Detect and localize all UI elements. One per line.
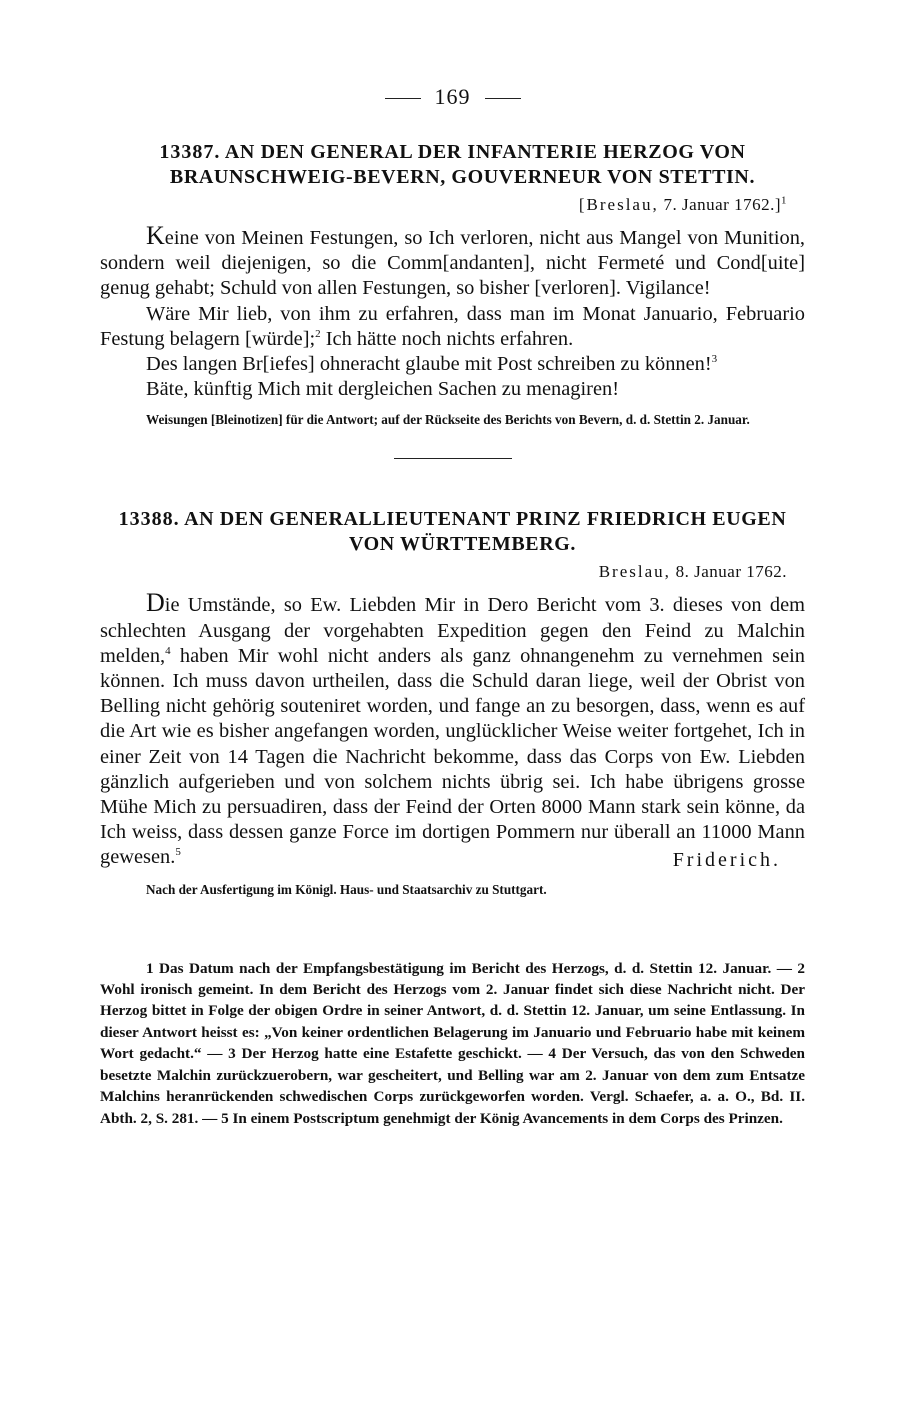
footnotes-text: 1 Das Datum nach der Empfangsbestätigung im Bericht des Herzogs, d. d. Stettin 12. Januar. — 2 Wohl ironisch gemeint. In dem Bericht des Herzogs vom 2. Januar findet sich diese Nachricht nicht. Der Herzog bittet in Folge der obigen Ordre in seiner Antwort, d. d. Stettin 12. Januar, um seine Entlassung. In dieser Antwort heisst es: „Von keiner ordentlichen Belagerung im Januario und Februario habe mit keinem Wort gedacht.“ — 3 Der Herzog hatte eine Estafette geschickt. — 4 Der Versuch, das von den Schweden besetzte Malchin zurückzuerobern, war gescheitert, und Belling war am 2. Januar von dem zum Entsatze Malchins heranrückenden schwedischen Corps zurückgeworfen worden. Vergl. Schaefer, a. a. O., Bd. II. Abth. 2, S. 281. — 5 In einem Postscriptum genehmigt der König Avancements in dem Corps des Prinzen.: [100, 959, 805, 1127]
footnote-ref: 5: [175, 846, 181, 859]
paragraph-text: eine von Meinen Festungen, so Ich verloren, nicht aus Mangel von Munition, sondern weil diejenigen, so die Comm[andanten], nicht Fermeté und Cond[uite] genug gehabt; Schuld von allen Festungen, so bisher [verloren]. Vigilance!: [100, 227, 805, 300]
footnote-ref: 3: [711, 353, 718, 366]
paragraph-text: haben Mir wohl nicht anders als ganz ohnangenehm zu vernehmen sein können. Ich muss davon urtheilen, dass die Schuld daran liege, weil der Obrist von Belling nicht gehörig souteniret worden, und fange an zu besorgen, dass, wenn es auf die Art wie es bisher angefangen worden, unglücklicher Weise weiter fortgehet, Ich in einer Zeit von 14 Tagen die Nachricht bekomme, dass das Corps von Ew. Liebden gänzlich aufgerieben und von solchem nichts übrig sei. Ich habe übrigens grosse Mühe Mich zu persuadiren, dass der Feind der Orten 8000 Mann stark sein könne, da Ich weiss, dass dessen ganze Force im dortigen Pommern nur überall an 11000 Mann gewesen.: [100, 644, 805, 869]
page-number-rule-right: [485, 98, 521, 99]
letter-number: 13388.: [118, 508, 180, 531]
letter-heading-text: AN DEN GENERALLIEUTENANT PRINZ FRIEDRICH EUGEN VON WÜRTTEMBERG.: [184, 508, 787, 556]
dateline: [100, 562, 787, 582]
footnote-ref: 4: [165, 645, 171, 658]
page-number-text: 169: [434, 84, 471, 109]
letter-13388: [100, 507, 805, 897]
footnote-ref: 2: [315, 328, 321, 341]
page: [100, 84, 805, 1129]
signature: Friderich.: [672, 848, 781, 871]
source-note: Nach der Ausfertigung im Königl. Haus- und Staatsarchiv zu Stuttgart.: [146, 881, 547, 897]
letter-number: 13387.: [159, 141, 221, 163]
letter-paragraph: [100, 590, 805, 870]
dateline-place: Breslau,: [598, 562, 671, 582]
initial-letter: D: [146, 588, 165, 618]
section-separator: [394, 458, 512, 459]
letter-paragraph: [100, 377, 805, 402]
initial-letter: K: [146, 221, 165, 250]
letter-paragraph: [100, 352, 805, 377]
footnotes: [100, 958, 805, 1129]
paragraph-text: Wäre Mir lieb, von ihm zu erfahren, dass man im Monat Januario, Februario Festung belagern [würde];: [100, 302, 805, 350]
footnote-ref: 1: [781, 194, 787, 207]
letter-paragraph: [100, 223, 805, 302]
source-note: Weisungen [Bleinotizen] für die Antwort; auf der Rückseite des Berichts von Bevern, d. d. Stettin 2. Januar.: [146, 412, 750, 428]
dateline-place: [Breslau,: [578, 195, 659, 214]
letter-paragraph: [100, 302, 805, 352]
letter-13387: [100, 140, 805, 428]
letter-heading-text: AN DEN GENERAL DER INFANTERIE HERZOG VON BRAUNSCHWEIG-BEVERN, GOUVERNEUR VON STETTIN.: [169, 141, 756, 188]
paragraph-text: Des langen Br[iefes] ohneracht glaube mit Post schreiben zu können!: [146, 353, 712, 376]
paragraph-text: ie Umstände, so Ew. Liebden Mir in Dero Bericht vom 3. dieses von dem schlechten Ausgang der vorgehabten Expedition gegen den Feind zu Malchin melden,: [100, 594, 805, 667]
page-number-rule-left: [385, 98, 421, 99]
dateline-date: 8. Januar 1762.: [675, 562, 787, 582]
letter-heading: [100, 140, 805, 190]
letter-heading: [100, 507, 805, 557]
dateline: [100, 195, 787, 215]
page-number: [100, 84, 805, 110]
paragraph-text: Bäte, künftig Mich mit dergleichen Sachen zu menagiren!: [146, 378, 619, 401]
dateline-date: 7. Januar 1762.]: [663, 195, 781, 214]
paragraph-text: Ich hätte noch nichts erfahren.: [320, 327, 574, 350]
